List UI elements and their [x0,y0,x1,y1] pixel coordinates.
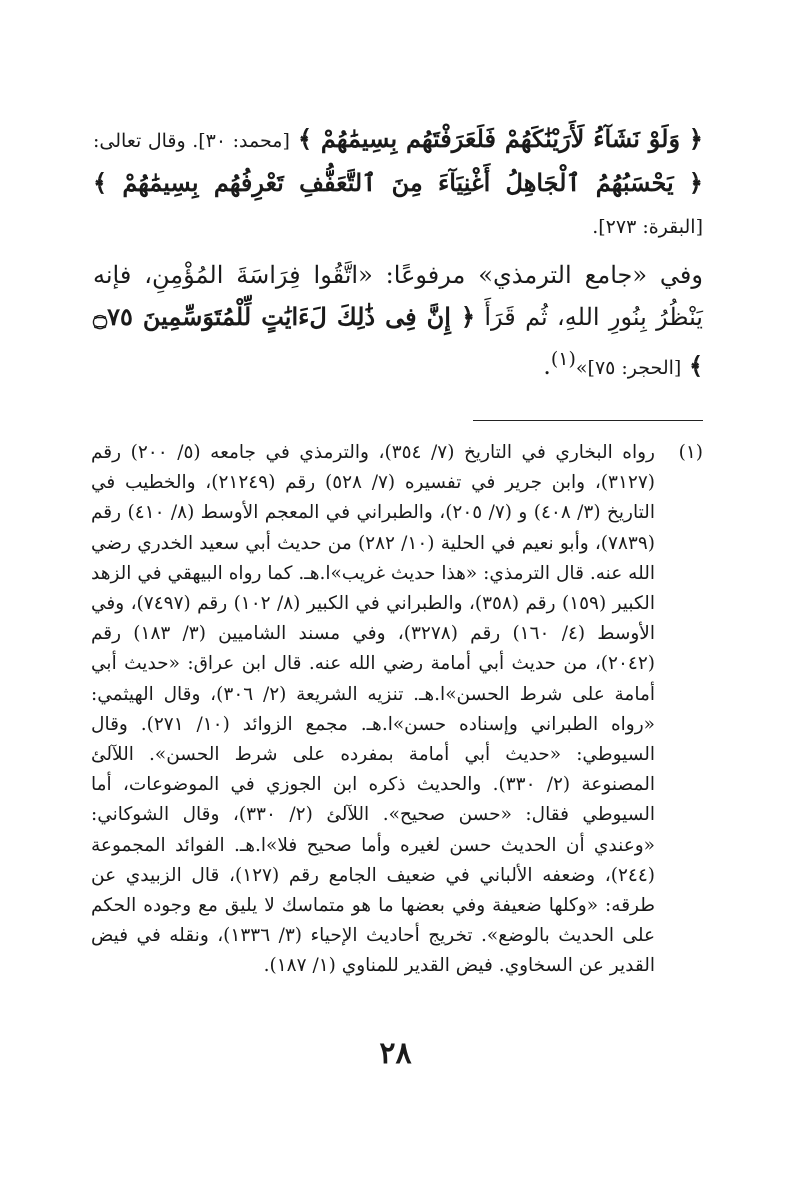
quran-verse-muhammad: ﴿ وَلَوْ نَشَآءُ لَأَرَيْنَٰكَهُمْ فَلَعَرَفْتَهُم بِسِيمَٰهُمْ ﴾ [298,124,703,153]
quran-verse-hijr: ﴿ إِنَّ فِى ذَٰلِكَ لَءَايَٰتٍ لِّلْمُتَوَسِّمِينَ ۝٧٥ ﴾ [93,302,703,380]
verse-reference-baqarah: [البقرة: ٢٧٣]. [592,216,703,238]
footnote-1 [91,438,703,982]
quran-verse-baqarah: ﴿ يَحْسَبُهُمُ ٱلْجَاهِلُ أَغْنِيَآءَ مِنَ ٱلتَّعَفُّفِ تَعْرِفُهُم بِسِيمَٰهُمْ ﴾ [93,168,703,197]
verse-reference-muhammad: [محمد: ٣٠]. وقال تعالى: [93,130,290,152]
main-paragraph-1 [93,118,703,248]
paragraph-end: . [543,352,551,380]
page-number: ٢٨ [379,1036,412,1071]
verse-reference-hijr: [الحجر: ٧٥]» [575,357,682,379]
footnote-text: رواه البخاري في التاريخ (٧/ ٣٥٤)، والترمذي في جامعه (٥/ ٢٠٠) رقم (٣١٢٧)، وابن جرير في تفسيره (٧/ ٥٢٨) رقم (٢١٢٤٩)، والخطيب في التاريخ (٣/ ٤٠٨) و (٧/ ٢٠٥)، والطبراني في المعجم الأوسط (٨/ ٤١٠) رقم (٧٨٣٩)، وأبو نعيم في الحلية (١٠/ ٢٨٢) من حديث أبي سعيد الخدري رضي الله عنه. قال الترمذي: «هذا حديث غريب»ا.هـ. كما رواه البيهقي في الزهد الكبير (١٥٩) رقم (٣٥٨)، والطبراني في الكبير (٨/ ١٠٢) رقم (٧٤٩٧)، وفي الأوسط (٤/ ١٦٠) رقم (٣٢٧٨)، وفي مسند الشاميين (٣/ ١٨٣) رقم (٢٠٤٢)، من حديث أبي أمامة رضي الله عنه. قال ابن عراق: «حديث أبي أمامة على شرط الحسن»ا.هـ. تنزيه الشريعة (٢/ ٣٠٦)، وقال الهيثمي: «رواه الطبراني وإسناده حسن»ا.هـ. مجمع الزوائد (١٠/ ٢٧١). وقال السيوطي: «حديث أبي أمامة بمفرده على شرط الحسن». اللآلئ المصنوعة (٢/ ٣٣٠). والحديث ذكره ابن الجوزي في الموضوعات، أما السيوطي فقال: «حسن صحيح». اللآلئ (٢/ ٣٣٠)، وقال الشوكاني: «وعندي أن الحديث حسن لغيره وأما صحيح فلا»ا.هـ. الفوائد المجموعة (٢٤٤)، وضعفه الألباني في ضعيف الجامع رقم (١٢٧)، قال الزبيدي عن طرقه: «وكلها ضعيفة وفي بعضها ما هو متماسك لا يليق مع وجوده الحكم على الحديث بالوضع». تخريج أحاديث الإحياء (٣/ ١٣٣٦)، ونقله في فيض القدير عن السخاوي. فيض القدير للمناوي (١/ ١٨٧). [91,442,656,977]
footnote-divider [473,420,703,421]
footnote-marker: (١) [678,442,703,463]
hadith-text: وفي «جامع الترمذي» مرفوعًا: «اتَّقُوا فِرَاسَةَ المُؤْمِنِ، فإنه يَنْظُرُ بِنُورِ اللهِ، ثُم قَرَأَ [93,261,703,331]
main-paragraph-2 [93,254,703,389]
footnote-reference[interactable]: (١) [550,348,576,370]
